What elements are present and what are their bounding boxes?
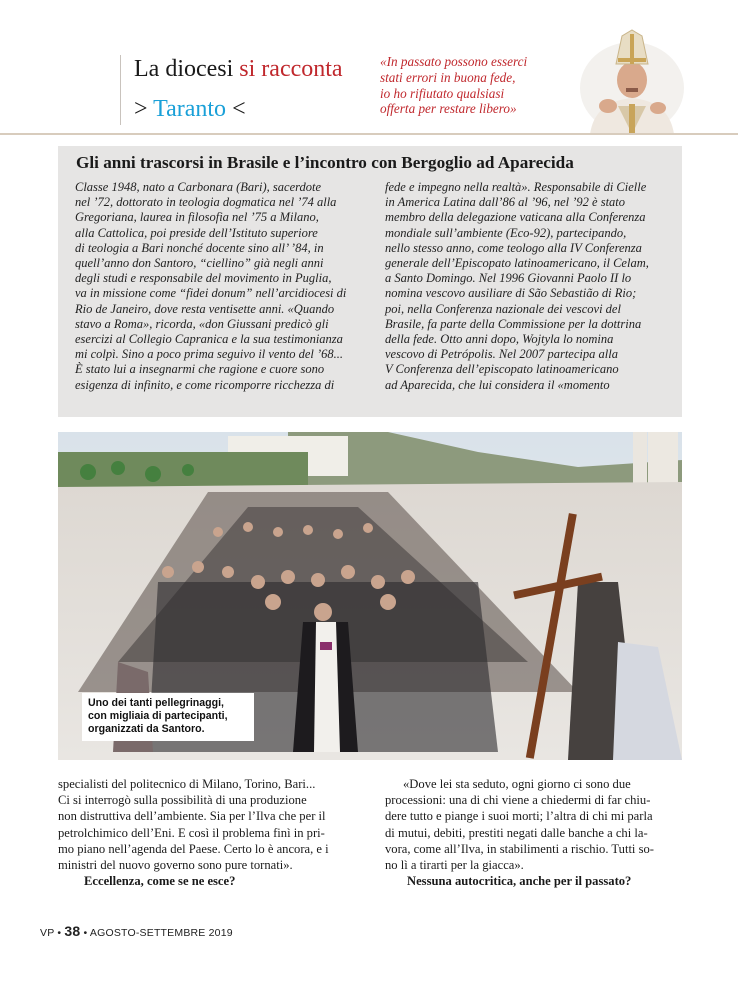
caption-line: con migliaia di partecipanti, — [88, 710, 228, 722]
section-subtitle — [134, 95, 246, 123]
footer-bullet: • — [57, 927, 62, 939]
box-line: alla Cattolica, poi preside dell’Istituto superiore — [75, 225, 318, 240]
box-line: Gregoriana, laurea in filosofia nel ’75 a Milano, — [75, 210, 319, 225]
photo-caption — [82, 693, 254, 741]
caption-line: organizzati da Santoro. — [88, 723, 205, 735]
section-title-part1: La diocesi — [134, 56, 240, 82]
footer-brand: VP — [40, 927, 55, 939]
box-line: della fede. Otto anni dopo, Wojtyla lo nomina — [385, 332, 614, 347]
box-line: nomina vescovo ausiliare di São Sebastião di Rio; — [385, 286, 637, 301]
article-line: dere tutto e piange i suoi morti; l’altra di chi mi parla — [385, 809, 653, 824]
article-line: mo piano nell’agenda del Paese. Certo lo è ancora, e i — [58, 841, 329, 856]
box-line: degli studi e responsabile del movimento in Puglia, — [75, 271, 332, 286]
box-line: in America Latina dall’86 al ’96, nel ’92 è stato — [385, 195, 626, 210]
box-column-right — [385, 180, 675, 393]
box-line: va in missione come “fidei donum” nell’arcidiocesi di — [75, 286, 347, 301]
box-line: V Conferenza dell’episcopato latinoamericano — [385, 362, 619, 377]
box-line: poi, nella Conferenza nazionale dei vescovi del — [385, 301, 621, 316]
pull-quote-line: stati errori in buona fede, — [380, 69, 516, 85]
article-line: processioni: una di chi viene a chiedermi di far chiu- — [385, 793, 651, 808]
box-line: fede e impegno nella realtà». Responsabile di Cielle — [385, 180, 647, 194]
box-line: membro della delegazione vaticana alla Conferenza — [385, 210, 646, 225]
box-line: quell’anno don Santoro, “ciellino” già negli anni — [75, 256, 324, 271]
article-line: no lì a tirarti per la giacca». — [385, 858, 524, 873]
box-line: È stato lui a insegnarmi che ragione e cuore sono — [75, 362, 325, 377]
box-line: stavo a Roma», ricorda, «don Giussani predicò gli — [75, 316, 329, 331]
pull-quote-line: «In passato possono esserci — [380, 54, 528, 69]
pull-quote-line: offerta per restare libero» — [380, 101, 517, 117]
subtitle-city: Taranto — [153, 96, 227, 122]
section-title — [134, 55, 343, 83]
header-divider — [120, 55, 121, 125]
box-title: Gli anni trascorsi in Brasile e l’incontro con Bergoglio ad Aparecida — [76, 153, 574, 172]
caption-line: Uno dei tanti pellegrinaggi, — [88, 697, 224, 709]
box-column-left — [75, 180, 365, 393]
issue-date: AGOSTO-SETTEMBRE 2019 — [89, 927, 233, 939]
box-line: mi colpì. Sino a poco prima seguivo il vento del ’68... — [75, 347, 344, 362]
footer-bullet: • — [83, 927, 88, 939]
box-line: mondiale sull’ambiente (Eco-92), partecipando, — [385, 225, 627, 240]
box-line: esigenza di infinito, e come ricomporre ricchezza di — [75, 377, 335, 392]
article-column-left — [58, 776, 358, 889]
article-line: ministri del nuovo governo sono pure tornati». — [58, 858, 293, 873]
article-column-right — [385, 776, 685, 889]
subtitle-prefix: > — [134, 96, 154, 122]
article-line: Ci si interrogò sulla possibilità di una produzione — [58, 793, 307, 808]
box-line: a Santo Domingo. Nel 1996 Giovanni Paolo II lo — [385, 271, 632, 286]
page-number: 38 — [64, 923, 81, 939]
box-line: Brasile, fa parte della Commissione per la dottrina — [385, 316, 642, 331]
box-line: di teologia a Bari nonché docente sino all’ ’84, in — [75, 240, 324, 255]
article-line: specialisti del politecnico di Milano, Torino, Bari... — [58, 777, 316, 791]
bishop-portrait — [578, 28, 686, 134]
pull-quote — [380, 54, 580, 117]
box-line: generale dell’Episcopato latinoamericano, il Celam, — [385, 256, 649, 271]
box-line: nello stesso anno, come teologo alla IV Conferenza — [385, 240, 642, 255]
article-line: «Dove lei sta seduto, ogni giorno ci sono due — [403, 777, 631, 791]
header-separator — [0, 133, 738, 135]
box-line: ad Aparecida, che lui considera il «momento — [385, 377, 610, 392]
pull-quote-line: io ho rifiutato qualsiasi — [380, 85, 505, 101]
interview-question: Eccellenza, come se ne esce? — [84, 874, 236, 889]
box-line: Classe 1948, nato a Carbonara (Bari), sacerdote — [75, 180, 322, 194]
page-footer — [40, 923, 233, 939]
article-line: petrolchimico dell’Eni. E così il problema finì in pri- — [58, 825, 325, 840]
interview-question: Nessuna autocritica, anche per il passato? — [407, 874, 632, 889]
box-line: vescovo di Petrópolis. Nel 2007 partecipa alla — [385, 347, 618, 362]
box-line: Rio de Janeiro, dove resta ventisette anni. «Quando — [75, 301, 335, 316]
article-line: vora, come all’Ilva, in stabilimenti a rischio. Tutti so- — [385, 841, 654, 856]
article-line: non distruttiva dell’ambiente. Sia per l’Ilva che per il — [58, 809, 326, 824]
subtitle-suffix: < — [226, 96, 246, 122]
section-title-part2: si racconta — [239, 56, 343, 82]
article-line: di mutui, debiti, prestiti negati dalle banche a chi la- — [385, 825, 648, 840]
box-line: esercizi al Collegio Capranica e la sua testimonianza — [75, 332, 343, 347]
box-line: nel ’72, dottorato in teologia dogmatica nel ’74 alla — [75, 195, 337, 210]
